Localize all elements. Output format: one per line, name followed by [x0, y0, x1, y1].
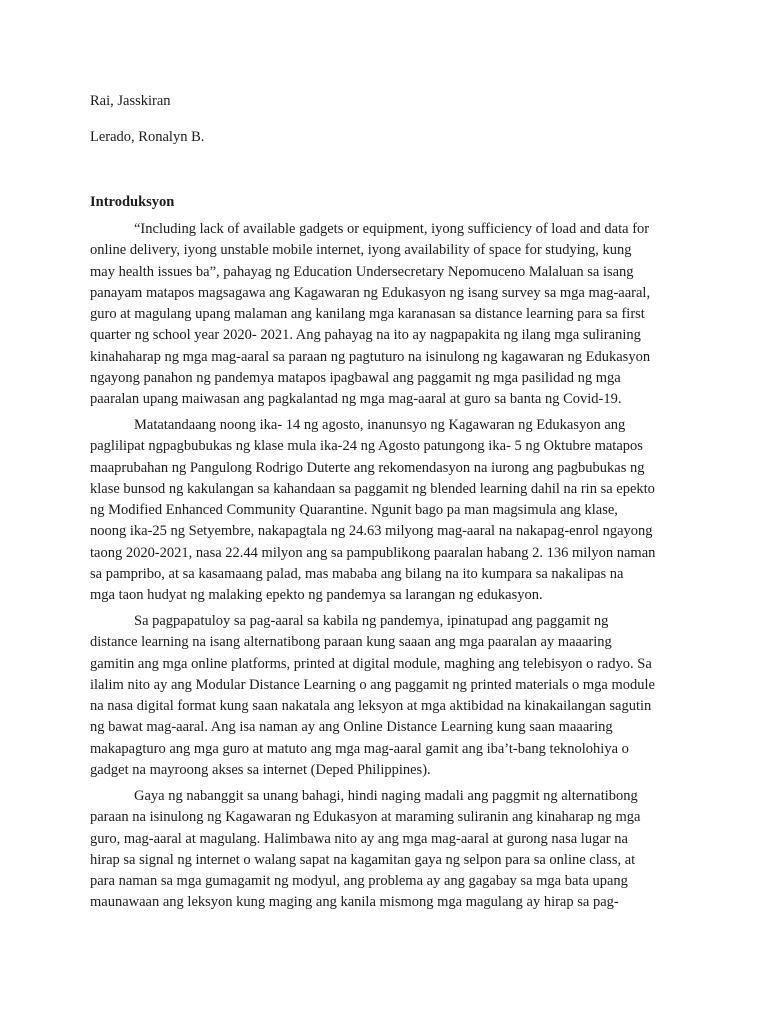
text-line: ng bawat mag-aaral. Ang isa naman ay ang Online Distance Learning kung saan maaaring	[90, 719, 613, 736]
text-line: na nasa digital format kung saan nakatala ang leksyon at mga aktibidad na kinakailangan sagutin	[90, 698, 652, 715]
text-line: guro at magulang upang malaman ang kanilang mga karanasan sa distance learning para sa first	[90, 306, 645, 323]
text-line: para naman sa mga gumagamit ng modyul, ang problema ay ang gagabay sa mga bata upang	[90, 873, 628, 890]
text-line: quarter ng school year 2020- 2021. Ang pahayag na ito ay nagpapakita ng ilang mga suliraning	[90, 327, 641, 344]
text-line: panayam matapos magsagawa ang Kagawaran ng Edukasyon ng isang survey sa mga mag-aaral,	[90, 284, 651, 301]
text-line: noong ika-25 ng Setyembre, nakapagtala ng 24.63 milyong mag-aaral na nakapag-enrol ngayong	[90, 523, 653, 540]
author-name: Lerado, Ronalyn B.	[90, 129, 205, 145]
text-line: Sa pagpapatuloy sa pag-aaral sa kabila ng pandemya, ipinatupad ang paggamit ng	[134, 613, 609, 629]
text-line: paraan na isinulong ng Kagawaran ng Edukasyon at maraming suliranin ang kinaharap ng mga	[90, 809, 641, 826]
paragraph	[90, 611, 690, 781]
text-line: ngayong panahon ng pandemya matapos ipagbawal ang paggamit ng mga pasilidad ng mga	[90, 370, 621, 387]
text-line: ilalim nito ay ang Modular Distance Learning o ang paggamit ng printed materials o mga module	[90, 676, 655, 693]
text-line: hirap sa signal ng internet o walang sapat na kagamitan gaya ng selpon para sa online class, at	[90, 851, 636, 868]
paragraph	[90, 219, 690, 411]
author-name: Rai, Jasskiran	[90, 93, 171, 109]
text-line: sa pampribo, at sa kasamaang palad, mas mababa ang bilang na ito kumpara sa nakalipas na	[90, 566, 624, 583]
text-line: ng Modified Enhanced Community Quarantine. Ngunit bago pa man magsimula ang klase,	[90, 502, 618, 519]
text-line: guro, mag-aaral at magulang. Halimbawa nito ay ang mga mag-aaral at gurong nasa lugar na	[90, 830, 628, 847]
text-line: maunawaan ang leksyon kung maging ang kanila mismong mga magulang ay hirap sa pag-	[90, 894, 619, 911]
text-line: mga taon hudyat ng malaking epekto ng pandemya sa larangan ng edukasyon.	[90, 587, 543, 604]
text-line: taong 2020-2021, nasa 22.44 milyon ang sa pampublikong paaralan habang 2. 136 milyon naman	[90, 544, 656, 561]
text-line: paglilipat ngpagbubukas ng klase mula ika-24 ng Agosto patungong ika- 5 ng Oktubre matapos	[90, 438, 643, 455]
text-line: klase bunsod ng kakulangan sa kahandaan sa paggamit ng blended learning dahil na rin sa epekto	[90, 480, 655, 497]
text-line: makapagturo ang mga guro at matuto ang mga mag-aaral gamit ang iba’t-bang teknolohiya o	[90, 740, 629, 757]
text-line: may health issues ba”, pahayag ng Education Undersecretary Nepomuceno Malaluan sa isang	[90, 263, 634, 280]
text-line: gadget na mayroong akses sa internet (Deped Philippines).	[90, 762, 431, 779]
text-line: maaprubahan ng Pangulong Rodrigo Duterte ang rekomendasyon na iurong ang pagbubukas ng	[90, 459, 645, 476]
paragraph	[90, 786, 690, 914]
text-line: Matatandaang noong ika- 14 ng agosto, inanunsyo ng Kagawaran ng Edukasyon ang	[134, 417, 626, 433]
text-line: “Including lack of available gadgets or equipment, iyong sufficiency of load and data for	[134, 221, 650, 237]
text-line: online delivery, iyong unstable mobile internet, iyong availability of space for studying, kung	[90, 242, 632, 259]
paragraph	[90, 415, 690, 607]
text-line: paaralan upang maiwasan ang pagkalantad ng mga mag-aaral at guro sa banta ng Covid-19.	[90, 391, 622, 408]
text-line: distance learning na isang alternatibong paraan kung saaan ang mga paaralan ay maaaring	[90, 634, 612, 651]
text-line: kinahaharap ng mga mag-aaral sa paraan ng pagtuturo na isinulong ng kagawaran ng Edukasyon	[90, 348, 651, 365]
section-heading: Introduksyon	[90, 194, 175, 210]
text-line: gamitin ang mga online platforms, printed at digital module, maghing ang telebisyon o radyo. Sa	[90, 655, 652, 672]
text-line: Gaya ng nabanggit sa unang bahagi, hindi naging madali ang paggmit ng alternatibong	[134, 788, 638, 804]
